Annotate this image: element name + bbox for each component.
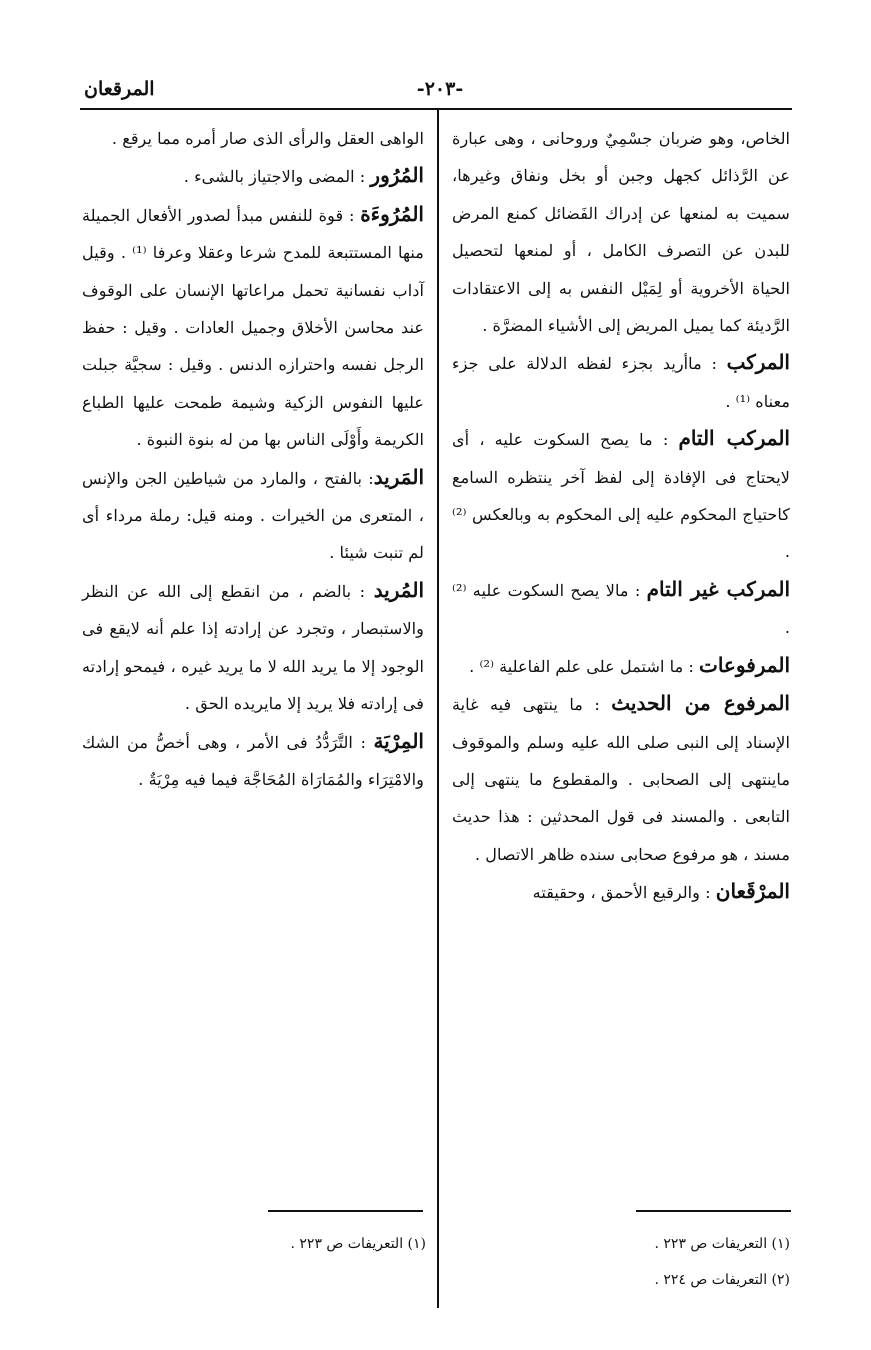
entry-text: : ماأريد بجزء لفظه الدلالة على جزء معناه ⁽¹⁾ . — [452, 354, 790, 411]
entry-term: المركب التام — [678, 426, 790, 451]
footnotes-left — [250, 1226, 426, 1262]
footnote: (١) التعريفات ص ٢٢٣ . — [654, 1236, 790, 1252]
entry-text: : مالا يصح السكوت عليه ⁽²⁾ . — [452, 580, 790, 638]
entry-term: المركب — [726, 350, 790, 375]
entry-term: المرفوعات — [699, 652, 790, 677]
entry-text: : ما ينتهى فيه غاية الإسناد إلى النبى صلى الله عليه وسلم والموقوف ماينتهى إلى الصحابى . والمقطوع ما ينتهى إلى التابعى . والمسند فى قول المحدثين : هذا حديث مسند ، هو مرفوع صحابى سنده ظاهر الاتصال . — [452, 695, 790, 864]
entry-term: المُريد — [373, 577, 424, 602]
header-rule — [80, 108, 792, 110]
entry-term: المُرُوءَة — [360, 201, 424, 226]
entry-text: الواهى العقل والرأى الذى صار أمره مما يرقع . — [111, 129, 424, 148]
entry-text: : ما اشتمل على علم الفاعلية ⁽²⁾ . — [469, 656, 699, 676]
column-divider — [437, 108, 439, 1308]
entry-term: المركب غير التام — [646, 576, 791, 601]
footnote-rule-right — [636, 1210, 791, 1212]
footnote-rule-left — [268, 1210, 423, 1212]
entry — [452, 420, 790, 571]
entry-text: : والرقيع الأحمق ، وحقيقته — [532, 883, 716, 903]
entry-term: المَريد — [373, 464, 424, 489]
entry-text: : بالضم ، من انقطع إلى الله عن النظر والاستبصار ، وتجرد عن إرادته إذا علم أنه لايقع فى الوجود إلا ما يريد الله لا ما يريد غيره ، فيمحو إرادته فى إرادته فلا يريد إلا مايريده الحق . — [82, 581, 424, 714]
right-column — [452, 120, 790, 912]
entry — [452, 120, 790, 344]
entry-term: المرفوع من الحديث — [611, 691, 790, 716]
entry — [82, 196, 424, 459]
entry-term: المرْقَعان — [715, 879, 790, 904]
entry — [452, 873, 790, 911]
entry — [82, 120, 424, 157]
entry — [82, 723, 424, 799]
entry — [82, 459, 424, 572]
entry — [452, 685, 790, 873]
entry-text: : المضى والاجتياز بالشىء . — [183, 167, 371, 187]
entry-text: : ما يصح السكوت عليه ، أى لايحتاج فى الإفادة إلى لفظ آخر ينتظره السامع كاحتياج المحكوم عليه إلى المحكوم به وبالعكس ⁽²⁾ . — [452, 430, 790, 562]
left-column — [82, 120, 424, 798]
entry-text: : قوة للنفس مبدأ لصدور الأفعال الجميلة منها المستتبعة للمدح شرعا وعقلا وعرفا ⁽¹⁾ . وقيل آداب نفسانية تحمل مراعاتها الإنسان على الوقوف عند محاسن الأخلاق وجميل العادات . وقيل : حفظ الرجل نفسه واحترازه الدنس . وقيل : سجيَّة جبلت عليها النفوس الزكية وشيمة طمحت عليها الطباع الكريمة وأَوْلَى الناس بها من له بنوة النبوة . — [82, 205, 424, 450]
entry-text: : بالفتح ، والمارد من شياطين الجن والإنس ، المتعرى من الخيرات . ومنه قيل: رملة مرداء أى لم تنبت شيئا . — [82, 468, 424, 563]
entry — [82, 572, 424, 723]
entry — [82, 157, 424, 195]
entry-text: : التَّرَدُّدُ فى الأمر ، وهى أخصُّ من الشك والامْتِرَاء والمُمَارَاة المُحَاجَّة فيما فيه مِرْيَةٌ . — [82, 732, 424, 789]
entry-term: المُرُور — [370, 163, 424, 188]
entry — [452, 647, 790, 685]
footnote: (٢) التعريفات ص ٢٢٤ . — [654, 1272, 790, 1288]
running-title: المرقعان — [84, 78, 155, 100]
footnote: (١) التعريفات ص ٢٢٣ . — [290, 1236, 426, 1252]
entry-term: المِرْيَة — [373, 728, 424, 753]
entry — [452, 344, 790, 420]
page-number: -٢٠٣- — [416, 78, 464, 100]
entry-text: الخاص، وهو ضربان جسْمِيٌ وروحانى ، وهى عبارة عن الرَّذائل كجهل وجبن أو بخل ونفاق وغيرها، سميت به لمنعها عن إدراك الفَضائل كمنع المرض للبدن عن التصرف الكامل ، أو لمنعها لتحصيل الحياة الأخروية أو لِمَيْل النفس به إلى الاعتقادات الرَّديئة كما يميل المريض إلى الأشياء المضرَّة . — [452, 129, 790, 336]
footnotes-right — [600, 1226, 790, 1298]
entry — [452, 571, 790, 647]
